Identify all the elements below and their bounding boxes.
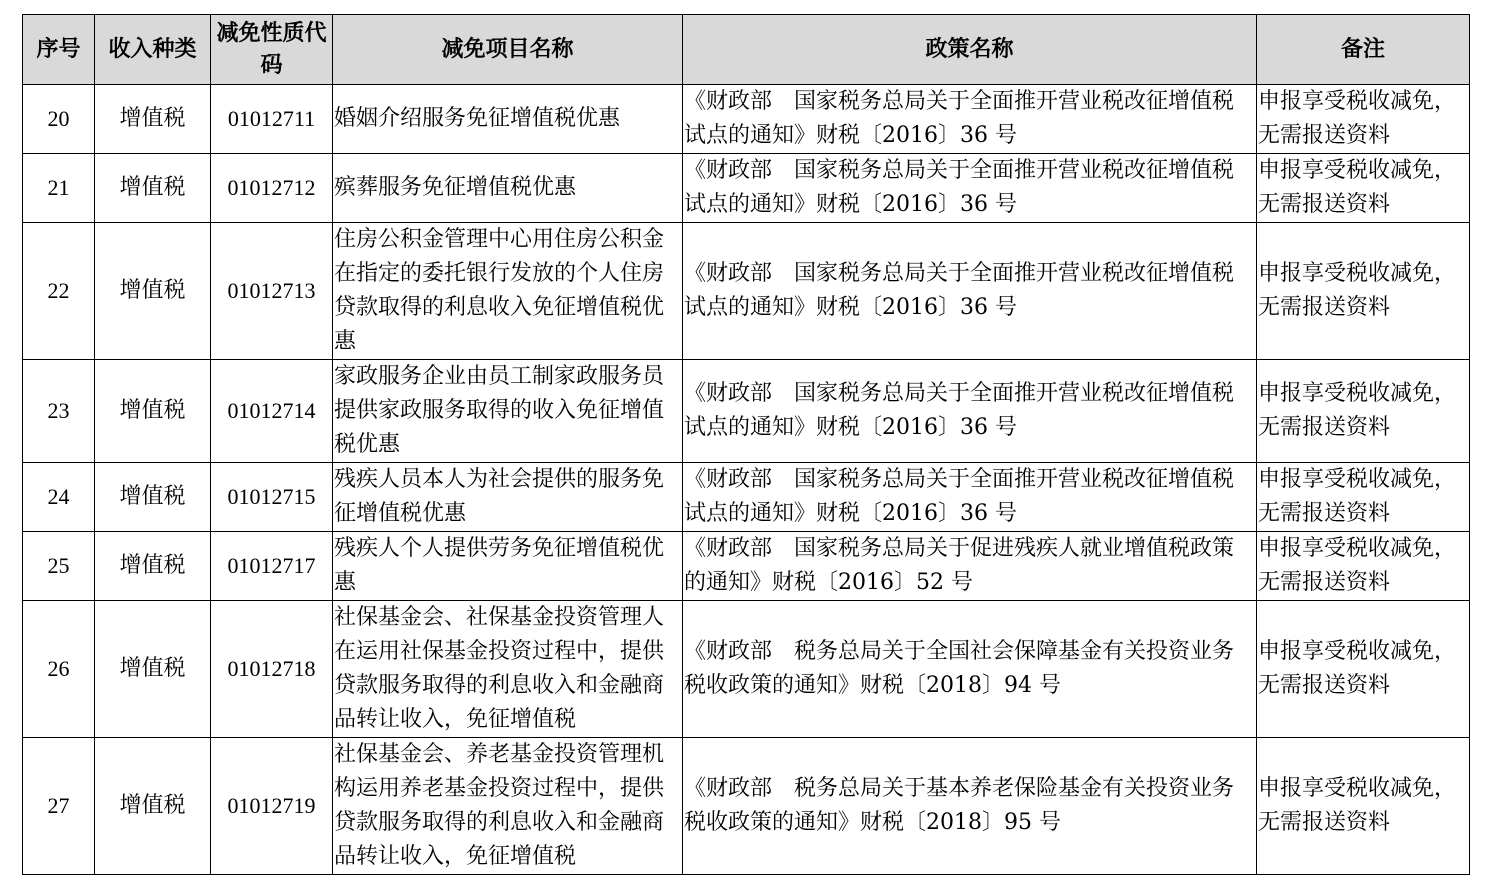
tax-relief-table — [22, 14, 1470, 875]
seq-cell: 26 — [23, 601, 95, 738]
income-type-cell: 增值税 — [95, 463, 211, 532]
code-cell: 01012714 — [211, 360, 333, 463]
income-type-cell: 增值税 — [95, 223, 211, 360]
remark-cell: 申报享受税收减免，无需报送资料 — [1257, 532, 1470, 601]
income-type-cell: 增值税 — [95, 601, 211, 738]
remark-cell: 申报享受税收减免，无需报送资料 — [1257, 154, 1470, 223]
code-cell: 01012712 — [211, 154, 333, 223]
policy-cell: 《财政部 国家税务总局关于全面推开营业税改征增值税试点的通知》财税〔2016〕36 号 — [683, 463, 1257, 532]
seq-cell: 23 — [23, 360, 95, 463]
header-row — [23, 15, 1470, 85]
item-cell: 残疾人个人提供劳务免征增值税优惠 — [333, 532, 683, 601]
table-row — [23, 601, 1470, 738]
remark-cell: 申报享受税收减免，无需报送资料 — [1257, 738, 1470, 875]
code-cell: 01012711 — [211, 85, 333, 154]
table-row — [23, 223, 1470, 360]
header-income-type: 收入种类 — [95, 15, 211, 85]
code-cell: 01012719 — [211, 738, 333, 875]
income-type-cell: 增值税 — [95, 85, 211, 154]
header-item-name: 减免项目名称 — [333, 15, 683, 85]
table-row — [23, 154, 1470, 223]
item-cell: 家政服务企业由员工制家政服务员提供家政服务取得的收入免征增值税优惠 — [333, 360, 683, 463]
table-row — [23, 463, 1470, 532]
remark-cell: 申报享受税收减免，无需报送资料 — [1257, 360, 1470, 463]
seq-cell: 27 — [23, 738, 95, 875]
policy-cell: 《财政部 国家税务总局关于促进残疾人就业增值税政策的通知》财税〔2016〕52 号 — [683, 532, 1257, 601]
income-type-cell: 增值税 — [95, 532, 211, 601]
policy-cell: 《财政部 税务总局关于全国社会保障基金有关投资业务税收政策的通知》财税〔2018〕94 号 — [683, 601, 1257, 738]
policy-cell: 《财政部 国家税务总局关于全面推开营业税改征增值税试点的通知》财税〔2016〕36 号 — [683, 223, 1257, 360]
item-cell: 社保基金会、社保基金投资管理人在运用社保基金投资过程中，提供贷款服务取得的利息收入和金融商品转让收入，免征增值税 — [333, 601, 683, 738]
header-relief-code: 减免性质代码 — [211, 15, 333, 85]
remark-cell: 申报享受税收减免，无需报送资料 — [1257, 223, 1470, 360]
seq-cell: 22 — [23, 223, 95, 360]
policy-cell: 《财政部 国家税务总局关于全面推开营业税改征增值税试点的通知》财税〔2016〕36 号 — [683, 360, 1257, 463]
item-cell: 住房公积金管理中心用住房公积金在指定的委托银行发放的个人住房贷款取得的利息收入免征增值税优惠 — [333, 223, 683, 360]
table-row — [23, 360, 1470, 463]
seq-cell: 21 — [23, 154, 95, 223]
item-cell: 残疾人员本人为社会提供的服务免征增值税优惠 — [333, 463, 683, 532]
header-remarks: 备注 — [1257, 15, 1470, 85]
header-seq: 序号 — [23, 15, 95, 85]
income-type-cell: 增值税 — [95, 738, 211, 875]
seq-cell: 25 — [23, 532, 95, 601]
income-type-cell: 增值税 — [95, 154, 211, 223]
code-cell: 01012713 — [211, 223, 333, 360]
item-cell: 社保基金会、养老基金投资管理机构运用养老基金投资过程中，提供贷款服务取得的利息收入和金融商品转让收入，免征增值税 — [333, 738, 683, 875]
table-row — [23, 738, 1470, 875]
code-cell: 01012717 — [211, 532, 333, 601]
table-row — [23, 85, 1470, 154]
seq-cell: 24 — [23, 463, 95, 532]
code-cell: 01012718 — [211, 601, 333, 738]
income-type-cell: 增值税 — [95, 360, 211, 463]
code-cell: 01012715 — [211, 463, 333, 532]
remark-cell: 申报享受税收减免，无需报送资料 — [1257, 463, 1470, 532]
remark-cell: 申报享受税收减免，无需报送资料 — [1257, 85, 1470, 154]
seq-cell: 20 — [23, 85, 95, 154]
header-policy-name: 政策名称 — [683, 15, 1257, 85]
item-cell: 殡葬服务免征增值税优惠 — [333, 154, 683, 223]
policy-cell: 《财政部 国家税务总局关于全面推开营业税改征增值税试点的通知》财税〔2016〕36 号 — [683, 154, 1257, 223]
policy-cell: 《财政部 税务总局关于基本养老保险基金有关投资业务税收政策的通知》财税〔2018〕95 号 — [683, 738, 1257, 875]
policy-cell: 《财政部 国家税务总局关于全面推开营业税改征增值税试点的通知》财税〔2016〕36 号 — [683, 85, 1257, 154]
table-row — [23, 532, 1470, 601]
item-cell: 婚姻介绍服务免征增值税优惠 — [333, 85, 683, 154]
remark-cell: 申报享受税收减免，无需报送资料 — [1257, 601, 1470, 738]
